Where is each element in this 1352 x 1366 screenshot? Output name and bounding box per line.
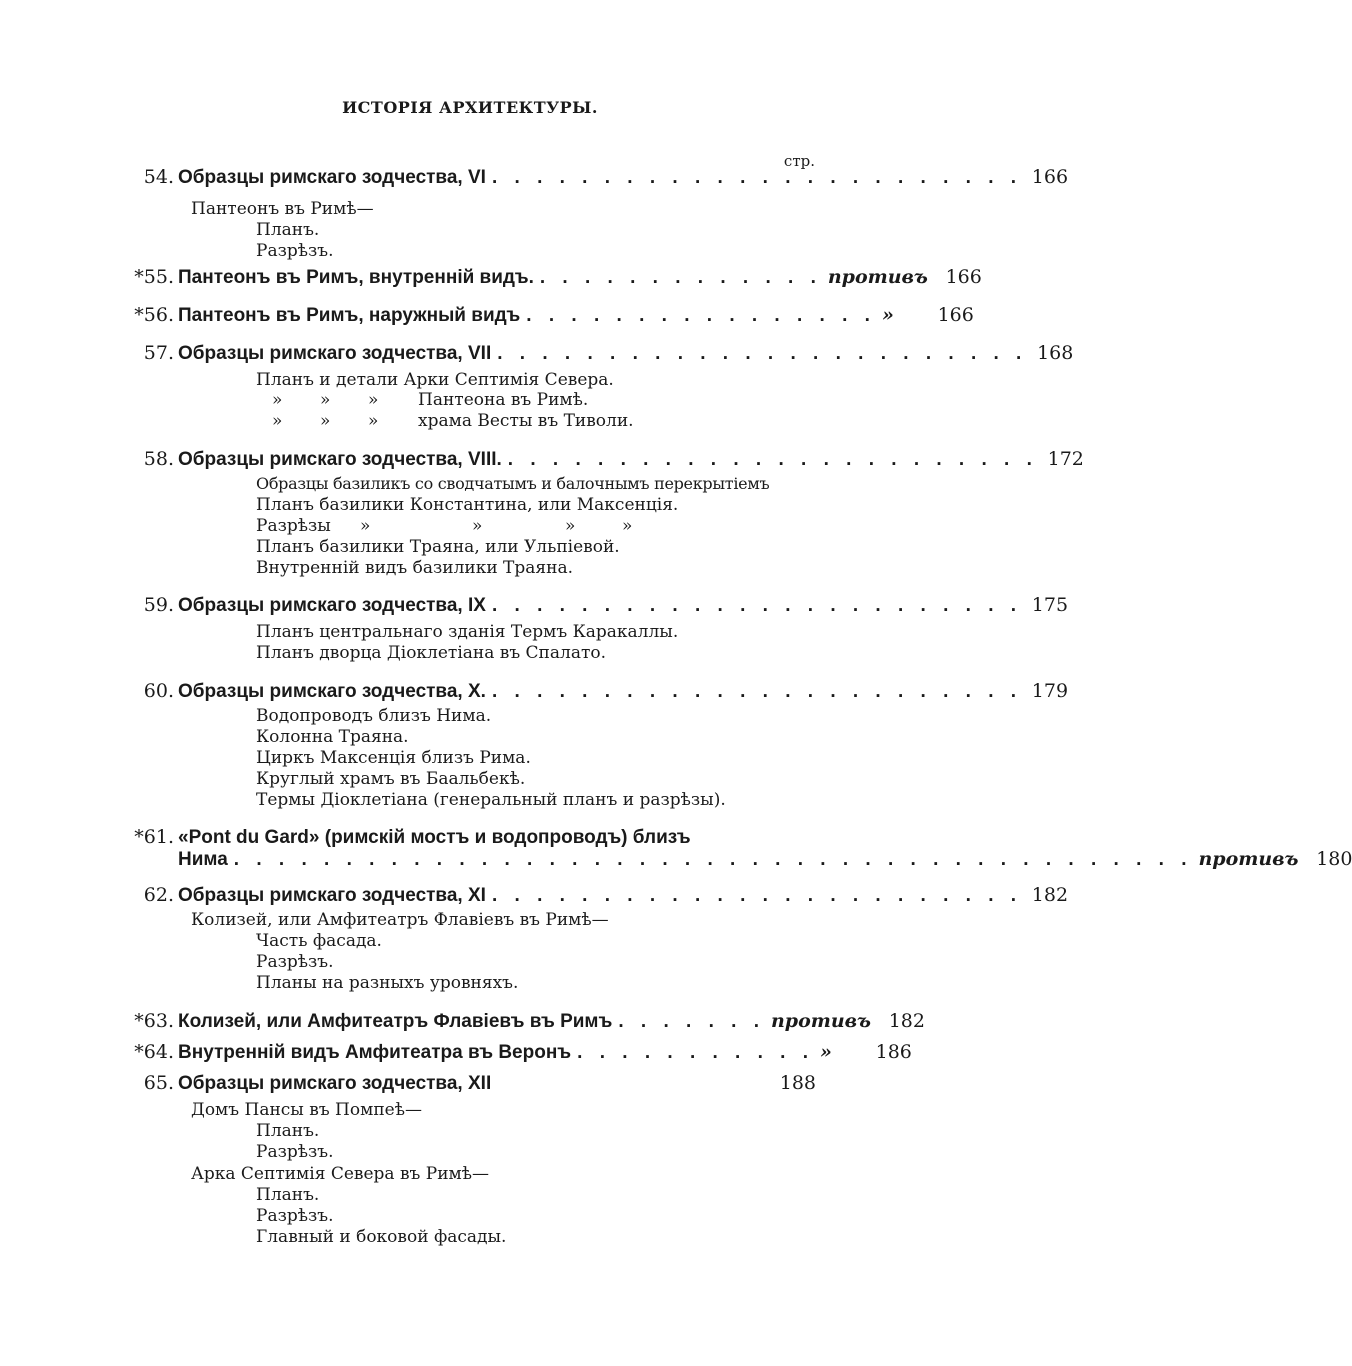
entry-number: *64.	[134, 1041, 174, 1063]
entry-title: Образцы римскаго зодчества, XII	[178, 1073, 492, 1094]
leader-dots: . . . . . . . . . . . . . . . . . . . . . . . .	[507, 449, 1038, 470]
sub-item: Циркъ Максенція близъ Рима.	[256, 748, 531, 768]
sub-item: Колонна Траяна.	[256, 727, 409, 747]
entry-number: 54.	[143, 166, 174, 188]
sub-item: Планъ базилики Константина, или Максенція.	[256, 495, 679, 515]
entry-page: 166	[945, 266, 982, 288]
entry-title: Образцы римскаго зодчества, X.	[178, 681, 486, 702]
sub-item: Разрѣзъ.	[256, 1142, 334, 1162]
entry-number: *61.	[134, 826, 174, 848]
ditto-mark: »	[565, 516, 576, 536]
entry-title: Образцы римскаго зодчества, VI	[178, 167, 486, 188]
sub-item: Разрѣзы	[256, 516, 331, 536]
sub-item: Часть фасада.	[256, 931, 382, 951]
entry-page: 179	[1031, 680, 1069, 702]
entry-note: противъ	[827, 266, 928, 288]
entry-number: 62.	[143, 884, 174, 906]
ditto-mark: »	[320, 411, 331, 431]
entry-page: 182	[1031, 884, 1069, 906]
leader-dots: . . . . . . .	[618, 1011, 765, 1032]
entry-number: 59.	[143, 594, 174, 616]
leader-dots: . . . . . . . . . . . . . . . .	[526, 305, 876, 326]
toc-entry-54	[118, 166, 1069, 194]
sub-item: Колизей, или Амфитеатръ Флавіевъ въ Римѣ—	[191, 910, 609, 930]
page-title: ИСТОРІЯ АРХИТЕКТУРЫ.	[342, 98, 598, 117]
entry-number: *63.	[134, 1010, 174, 1032]
sub-item: Планъ.	[256, 1185, 320, 1205]
leader-dots: . . . . . . . . . . . . . . . . . . . . . . . .	[491, 681, 1023, 702]
toc-entry-57	[118, 342, 1074, 370]
sub-item: Круглый храмъ въ Баальбекѣ.	[256, 769, 526, 789]
entry-page: 168	[1037, 342, 1074, 364]
ditto-mark: »	[368, 390, 379, 410]
sub-item: Разрѣзъ.	[256, 241, 334, 261]
sub-item: Планъ базилики Траяна, или Ульпіевой.	[256, 537, 620, 557]
sub-item: Домъ Пансы въ Помпеѣ—	[191, 1100, 422, 1120]
toc-entry-61-cont	[118, 848, 1352, 876]
page-column-label: стр.	[783, 152, 815, 170]
leader-dots: . . . . . . . . . . . . . . . . . . . . . . . .	[491, 885, 1023, 906]
entry-note: »	[820, 1041, 832, 1063]
leader-dots: . . . . . . . . . . . . . . . . . . . . . . . . . . . . . . . . . . . . . . . . . . .	[233, 849, 1193, 870]
sub-item: Пантеона въ Римѣ.	[418, 390, 589, 410]
toc-entry-55	[118, 266, 982, 294]
sub-item: Планъ.	[256, 1121, 320, 1141]
entry-title: Образцы римскаго зодчества, XI	[178, 885, 486, 906]
sub-item: Планъ и детали Арки Септимія Севера.	[256, 370, 614, 390]
toc-entry-56	[118, 304, 974, 332]
sub-item: Термы Діоклетіана (генеральный планъ и разрѣзы).	[256, 790, 726, 810]
entry-number: 60.	[143, 680, 174, 702]
ditto-mark: »	[320, 390, 331, 410]
sub-item: Планъ.	[256, 220, 320, 240]
leader-dots: . . . . . . . . . . . . . . . . . . . . . . . .	[491, 167, 1023, 188]
sub-item: Образцы базиликъ со сводчатымъ и балочнымъ перекрытіемъ	[256, 474, 770, 493]
entry-title: Пантеонъ въ Римъ, внутренній видъ.	[178, 267, 534, 288]
toc-entry-58	[118, 448, 1084, 476]
sub-item: Планъ дворца Діоклетіана въ Спалато.	[256, 643, 607, 663]
entry-title: Образцы римскаго зодчества, VIII.	[178, 449, 502, 470]
entry-page: 172	[1047, 448, 1084, 470]
toc-entry-60	[118, 680, 1069, 708]
entry-number: 57.	[143, 342, 174, 364]
sub-item: Водопроводъ близъ Нима.	[256, 706, 492, 726]
toc-entry-64	[118, 1041, 912, 1069]
entry-title: Внутренній видъ Амфитеатра въ Веронъ	[178, 1042, 572, 1063]
leader-dots: . . . . . . . . . . .	[577, 1042, 815, 1063]
entry-title: Колизей, или Амфитеатръ Флавіевъ въ Римъ	[178, 1011, 613, 1032]
entry-page: 186	[875, 1041, 912, 1063]
ditto-mark: »	[472, 516, 483, 536]
leader-dots: . . . . . . . . . . . . . . . . . . . . . . . .	[497, 343, 1028, 364]
toc-entry-59	[118, 594, 1069, 622]
toc-entry-63	[118, 1010, 925, 1038]
sub-item: Главный и боковой фасады.	[256, 1227, 507, 1247]
entry-title: Образцы римскаго зодчества, VII	[178, 343, 492, 364]
entry-note: противъ	[770, 1010, 871, 1032]
sub-item: Планъ центральнаго зданія Термъ Каракаллы.	[256, 622, 679, 642]
entry-page: 182	[888, 1010, 925, 1032]
sub-item: Внутренній видъ базилики Траяна.	[256, 558, 574, 578]
ditto-mark: »	[272, 390, 283, 410]
entry-page: 166	[1031, 166, 1069, 188]
sub-item: Пантеонъ въ Римѣ—	[191, 199, 374, 219]
entry-title-cont: Нима	[178, 849, 228, 870]
entry-page: 166	[937, 304, 974, 326]
entry-page: 188	[779, 1072, 816, 1094]
sub-item: Планы на разныхъ уровняхъ.	[256, 973, 519, 993]
entry-page: 175	[1031, 594, 1069, 616]
ditto-mark: »	[368, 411, 379, 431]
entry-title: Пантеонъ въ Римъ, наружный видъ	[178, 305, 521, 326]
entry-number: 58.	[143, 448, 174, 470]
entry-number: *55.	[134, 266, 174, 288]
entry-title: «Pont du Gard» (римскій мостъ и водопроводъ) близъ	[178, 827, 691, 848]
sub-item: храма Весты въ Тиволи.	[418, 411, 634, 431]
ditto-mark: »	[622, 516, 633, 536]
leader-dots: . . . . . . . . . . . . . . . . . . . . . . . .	[491, 595, 1023, 616]
leader-dots: . . . . . . . . . . . . .	[539, 267, 822, 288]
entry-page: 180	[1316, 848, 1352, 870]
entry-number: 65.	[143, 1072, 174, 1094]
ditto-mark: »	[360, 516, 371, 536]
entry-note: »	[881, 304, 894, 326]
sub-item: Арка Септимія Севера въ Римѣ—	[191, 1164, 489, 1184]
sub-item: Разрѣзъ.	[256, 952, 334, 972]
entry-note: противъ	[1198, 848, 1299, 870]
ditto-mark: »	[272, 411, 283, 431]
entry-title: Образцы римскаго зодчества, IX	[178, 595, 486, 616]
toc-entry-65	[118, 1072, 816, 1100]
toc-entry-62	[118, 884, 1069, 912]
sub-item: Разрѣзъ.	[256, 1206, 334, 1226]
entry-number: *56.	[134, 304, 174, 326]
